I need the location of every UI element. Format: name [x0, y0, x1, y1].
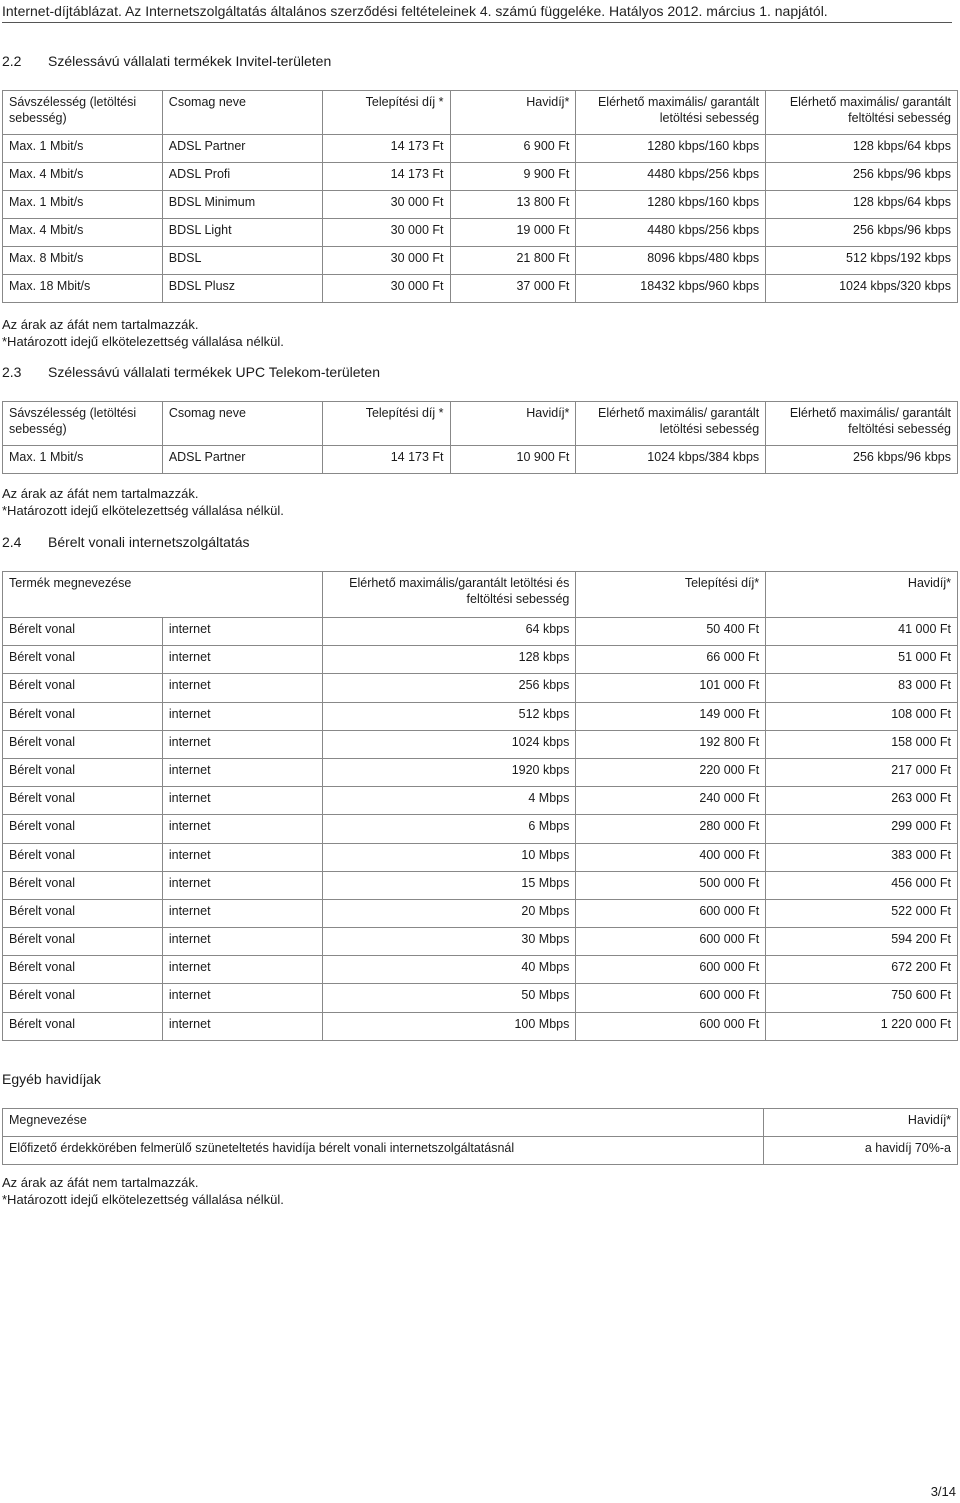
cell-monthly-fee: 37 000 Ft: [450, 275, 576, 303]
table-row: [3, 219, 958, 247]
cell-product: Bérelt vonal: [3, 815, 163, 843]
cell-service: internet: [162, 984, 322, 1012]
vat-note: Az árak az áfát nem tartalmazzák.: [2, 1175, 199, 1190]
cell-upload: 128 kbps/64 kbps: [766, 191, 958, 219]
cell-speed: 4 Mbps: [322, 787, 576, 815]
cell-monthly-fee: 383 000 Ft: [766, 843, 958, 871]
table-row: [3, 446, 958, 474]
cell-install-fee: 30 000 Ft: [322, 275, 450, 303]
table-row: [3, 730, 958, 758]
cell-monthly-fee: 108 000 Ft: [766, 702, 958, 730]
col-header-name: Megnevezése: [3, 1109, 764, 1137]
cell-install-fee: 30 000 Ft: [322, 191, 450, 219]
cell-service: internet: [162, 730, 322, 758]
cell-install-fee: 14 173 Ft: [322, 446, 450, 474]
col-header-monthly-fee: Havidíj*: [450, 91, 576, 135]
cell-install-fee: 400 000 Ft: [576, 843, 766, 871]
cell-product: Bérelt vonal: [3, 984, 163, 1012]
page-header: Internet-díjtáblázat. Az Internetszolgáltatás általános szerződési feltételeinek 4. számú függeléke. Hatályos 2012. március 1. napjától.: [2, 0, 952, 23]
col-header-download: Elérhető maximális/ garantált letöltési sebesség: [576, 91, 766, 135]
cell-product: Bérelt vonal: [3, 956, 163, 984]
cell-service: internet: [162, 618, 322, 646]
table-row: [3, 843, 958, 871]
section-2-3-title: [2, 363, 380, 381]
cell-install-fee: 101 000 Ft: [576, 674, 766, 702]
cell-service: internet: [162, 928, 322, 956]
cell-monthly-fee: a havidíj 70%-a: [764, 1137, 958, 1165]
vat-note: Az árak az áfát nem tartalmazzák.: [2, 486, 199, 501]
cell-install-fee: 66 000 Ft: [576, 646, 766, 674]
cell-install-fee: 600 000 Ft: [576, 899, 766, 927]
cell-install-fee: 14 173 Ft: [322, 135, 450, 163]
table-row: [3, 191, 958, 219]
col-header-monthly-fee: Havidíj*: [450, 402, 576, 446]
col-header-package: Csomag neve: [162, 91, 322, 135]
cell-install-fee: 600 000 Ft: [576, 1012, 766, 1040]
table-header-row: [3, 91, 958, 135]
cell-monthly-fee: 51 000 Ft: [766, 646, 958, 674]
cell-product: Bérelt vonal: [3, 787, 163, 815]
cell-speed: 256 kbps: [322, 674, 576, 702]
section-2-4-title: [2, 533, 250, 551]
cell-download: 4480 kbps/256 kbps: [576, 219, 766, 247]
cell-service: internet: [162, 871, 322, 899]
leased-line-table: [2, 571, 958, 1041]
cell-monthly-fee: 672 200 Ft: [766, 956, 958, 984]
table-header-row: [3, 402, 958, 446]
table-row: [3, 815, 958, 843]
cell-package: BDSL: [162, 247, 322, 275]
table-row: [3, 275, 958, 303]
cell-speed: 15 Mbps: [322, 871, 576, 899]
cell-service: internet: [162, 674, 322, 702]
col-header-upload: Elérhető maximális/ garantált feltöltési sebesség: [766, 91, 958, 135]
other-fees-table: [2, 1108, 958, 1165]
cell-product: Bérelt vonal: [3, 871, 163, 899]
section-title-text: Szélessávú vállalati termékek Invitel-területen: [48, 53, 332, 69]
cell-package: BDSL Minimum: [162, 191, 322, 219]
cell-upload: 1024 kbps/320 kbps: [766, 275, 958, 303]
cell-service: internet: [162, 1012, 322, 1040]
cell-service: internet: [162, 956, 322, 984]
col-header-install-fee: Telepítési díj *: [322, 91, 450, 135]
cell-service: internet: [162, 702, 322, 730]
cell-install-fee: 30 000 Ft: [322, 247, 450, 275]
cell-speed: 1920 kbps: [322, 758, 576, 786]
col-header-download: Elérhető maximális/ garantált letöltési sebesség: [576, 402, 766, 446]
cell-speed: 20 Mbps: [322, 899, 576, 927]
section-number: 2.3: [2, 364, 22, 380]
cell-speed: 1024 kbps: [322, 730, 576, 758]
cell-speed: 128 kbps: [322, 646, 576, 674]
cell-monthly-fee: 158 000 Ft: [766, 730, 958, 758]
cell-package: BDSL Light: [162, 219, 322, 247]
table-row: [3, 618, 958, 646]
table-row: [3, 702, 958, 730]
cell-package: ADSL Profi: [162, 163, 322, 191]
cell-package: ADSL Partner: [162, 135, 322, 163]
table-row: [3, 163, 958, 191]
cell-monthly-fee: 750 600 Ft: [766, 984, 958, 1012]
cell-upload: 256 kbps/96 kbps: [766, 219, 958, 247]
cell-speed: 30 Mbps: [322, 928, 576, 956]
vat-note: Az árak az áfát nem tartalmazzák.: [2, 317, 199, 332]
table-row: [3, 928, 958, 956]
cell-monthly-fee: 83 000 Ft: [766, 674, 958, 702]
table-row: [3, 871, 958, 899]
col-header-install-fee: Telepítési díj*: [576, 572, 766, 618]
section-number: 2.4: [2, 534, 22, 550]
cell-download: 4480 kbps/256 kbps: [576, 163, 766, 191]
other-fees-title: Egyéb havidíjak: [2, 1071, 101, 1087]
cell-install-fee: 149 000 Ft: [576, 702, 766, 730]
cell-speed: 64 kbps: [322, 618, 576, 646]
cell-monthly-fee: 1 220 000 Ft: [766, 1012, 958, 1040]
col-header-monthly-fee: Havidíj*: [764, 1109, 958, 1137]
cell-upload: 128 kbps/64 kbps: [766, 135, 958, 163]
cell-product: Bérelt vonal: [3, 674, 163, 702]
col-header-bandwidth: Sávszélesség (letöltési sebesség): [3, 402, 163, 446]
cell-bandwidth: Max. 4 Mbit/s: [3, 163, 163, 191]
upc-products-table: [2, 401, 958, 474]
cell-install-fee: 30 000 Ft: [322, 219, 450, 247]
cell-service: internet: [162, 646, 322, 674]
cell-upload: 512 kbps/192 kbps: [766, 247, 958, 275]
cell-bandwidth: Max. 1 Mbit/s: [3, 191, 163, 219]
invitel-products-table: [2, 90, 958, 303]
commitment-note: *Határozott idejű elkötelezettség vállalása nélkül.: [2, 1192, 284, 1207]
cell-download: 1280 kbps/160 kbps: [576, 191, 766, 219]
cell-monthly-fee: 41 000 Ft: [766, 618, 958, 646]
cell-product: Bérelt vonal: [3, 758, 163, 786]
cell-install-fee: 240 000 Ft: [576, 787, 766, 815]
table-row: [3, 1137, 958, 1165]
cell-bandwidth: Max. 1 Mbit/s: [3, 446, 163, 474]
cell-download: 1024 kbps/384 kbps: [576, 446, 766, 474]
section-number: 2.2: [2, 53, 22, 69]
cell-upload: 256 kbps/96 kbps: [766, 163, 958, 191]
commitment-note: *Határozott idejű elkötelezettség vállalása nélkül.: [2, 503, 284, 518]
cell-speed: 512 kbps: [322, 702, 576, 730]
cell-install-fee: 500 000 Ft: [576, 871, 766, 899]
col-header-package: Csomag neve: [162, 402, 322, 446]
col-header-monthly-fee: Havidíj*: [766, 572, 958, 618]
cell-speed: 10 Mbps: [322, 843, 576, 871]
cell-install-fee: 192 800 Ft: [576, 730, 766, 758]
leased-line-rows: [3, 618, 958, 1041]
cell-monthly-fee: 9 900 Ft: [450, 163, 576, 191]
cell-install-fee: 220 000 Ft: [576, 758, 766, 786]
cell-download: 18432 kbps/960 kbps: [576, 275, 766, 303]
cell-speed: 100 Mbps: [322, 1012, 576, 1040]
table-row: [3, 674, 958, 702]
col-header-bandwidth: Sávszélesség (letöltési sebesség): [3, 91, 163, 135]
commitment-note: *Határozott idejű elkötelezettség vállalása nélkül.: [2, 334, 284, 349]
table-row: [3, 1012, 958, 1040]
cell-service: internet: [162, 758, 322, 786]
cell-install-fee: 50 400 Ft: [576, 618, 766, 646]
table-row: [3, 646, 958, 674]
cell-bandwidth: Max. 1 Mbit/s: [3, 135, 163, 163]
section-2-2-title: [2, 52, 331, 70]
cell-monthly-fee: 299 000 Ft: [766, 815, 958, 843]
cell-service: internet: [162, 899, 322, 927]
cell-monthly-fee: 522 000 Ft: [766, 899, 958, 927]
table-row: [3, 758, 958, 786]
cell-speed: 6 Mbps: [322, 815, 576, 843]
cell-product: Bérelt vonal: [3, 1012, 163, 1040]
cell-monthly-fee: 456 000 Ft: [766, 871, 958, 899]
section-title-text: Bérelt vonali internetszolgáltatás: [48, 534, 250, 550]
table-row: [3, 899, 958, 927]
cell-download: 8096 kbps/480 kbps: [576, 247, 766, 275]
cell-speed: 50 Mbps: [322, 984, 576, 1012]
cell-download: 1280 kbps/160 kbps: [576, 135, 766, 163]
cell-product: Bérelt vonal: [3, 702, 163, 730]
col-header-install-fee: Telepítési díj *: [322, 402, 450, 446]
table-row: [3, 787, 958, 815]
cell-package: ADSL Partner: [162, 446, 322, 474]
cell-monthly-fee: 19 000 Ft: [450, 219, 576, 247]
cell-install-fee: 600 000 Ft: [576, 928, 766, 956]
cell-service: internet: [162, 815, 322, 843]
page-number: 3/14: [930, 1484, 956, 1499]
cell-product: Bérelt vonal: [3, 646, 163, 674]
cell-speed: 40 Mbps: [322, 956, 576, 984]
cell-bandwidth: Max. 18 Mbit/s: [3, 275, 163, 303]
cell-install-fee: 14 173 Ft: [322, 163, 450, 191]
col-header-product: Termék megnevezése: [3, 572, 323, 618]
col-header-speed: Elérhető maximális/garantált letöltési és feltöltési sebesség: [322, 572, 576, 618]
table-row: [3, 247, 958, 275]
cell-product: Bérelt vonal: [3, 928, 163, 956]
cell-monthly-fee: 263 000 Ft: [766, 787, 958, 815]
cell-monthly-fee: 21 800 Ft: [450, 247, 576, 275]
cell-install-fee: 280 000 Ft: [576, 815, 766, 843]
cell-monthly-fee: 6 900 Ft: [450, 135, 576, 163]
cell-monthly-fee: 10 900 Ft: [450, 446, 576, 474]
section-title-text: Szélessávú vállalati termékek UPC Telekom-területen: [48, 364, 380, 380]
cell-install-fee: 600 000 Ft: [576, 984, 766, 1012]
table-header-row: [3, 1109, 958, 1137]
cell-monthly-fee: 217 000 Ft: [766, 758, 958, 786]
col-header-upload: Elérhető maximális/ garantált feltöltési sebesség: [766, 402, 958, 446]
cell-bandwidth: Max. 4 Mbit/s: [3, 219, 163, 247]
cell-product: Bérelt vonal: [3, 618, 163, 646]
cell-monthly-fee: 594 200 Ft: [766, 928, 958, 956]
cell-product: Bérelt vonal: [3, 899, 163, 927]
cell-service: internet: [162, 843, 322, 871]
cell-name: Előfizető érdekkörében felmerülő szüneteltetés havidíja bérelt vonali internetszolgáltatásnál: [3, 1137, 764, 1165]
cell-product: Bérelt vonal: [3, 843, 163, 871]
cell-upload: 256 kbps/96 kbps: [766, 446, 958, 474]
table-header-row: [3, 572, 958, 618]
cell-service: internet: [162, 787, 322, 815]
table-row: [3, 135, 958, 163]
cell-package: BDSL Plusz: [162, 275, 322, 303]
table-row: [3, 984, 958, 1012]
table-row: [3, 956, 958, 984]
cell-monthly-fee: 13 800 Ft: [450, 191, 576, 219]
cell-bandwidth: Max. 8 Mbit/s: [3, 247, 163, 275]
cell-product: Bérelt vonal: [3, 730, 163, 758]
cell-install-fee: 600 000 Ft: [576, 956, 766, 984]
